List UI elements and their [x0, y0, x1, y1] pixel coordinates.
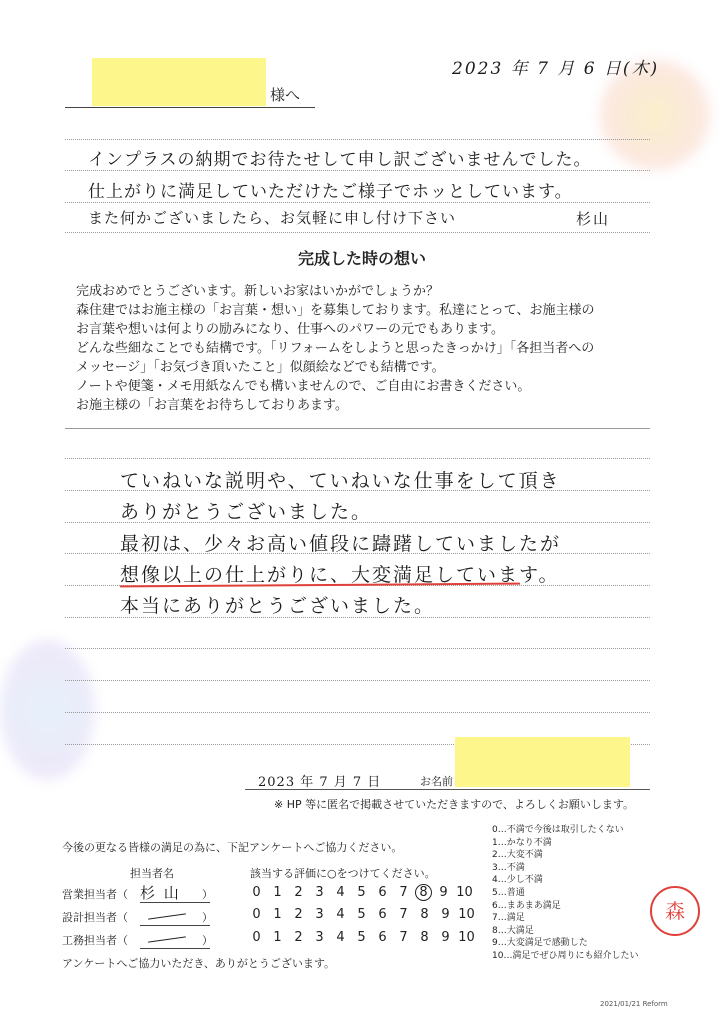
rating-option[interactable]: 10	[458, 930, 475, 945]
recipient-suffix: 様へ	[270, 86, 301, 104]
handwritten-date: 2023 年 7 月 6 日(木)	[452, 59, 660, 79]
rating-option-selected[interactable]: 8	[415, 884, 432, 901]
anonymity-note: ※ HP 等に匿名で掲載させていただきますので、よろしくお願いします。	[274, 798, 635, 811]
rating-option[interactable]: 4	[336, 885, 345, 900]
survey-row-design	[62, 907, 482, 927]
rating-option[interactable]: 0	[252, 907, 261, 922]
rating-option[interactable]: 1	[273, 885, 282, 900]
survey-thanks: アンケートへご協力いただき、ありがとうございます。	[62, 957, 336, 970]
message-line-4: 想像以上の仕上がりに、大変満足しています。	[120, 564, 560, 586]
role-label: 工務担当者（	[62, 934, 128, 947]
rating-option[interactable]: 8	[420, 907, 429, 922]
rating-legend	[492, 824, 638, 963]
intro-line-2: 仕上がりに満足していただけたご様子でホッとしています。	[88, 182, 573, 202]
recipient-name-redacted	[92, 58, 266, 106]
message-line-1: ていねいな説明や、ていねいな仕事をして頂き	[120, 470, 561, 492]
rating-option[interactable]: 8	[420, 930, 429, 945]
rating-option[interactable]: 5	[357, 885, 366, 900]
message-line-2: ありがとうございました。	[120, 501, 373, 523]
form-version: 2021/01/21 Reform	[600, 1000, 668, 1008]
legend-item: 5…普通	[492, 887, 525, 898]
rating-option[interactable]: 2	[294, 930, 303, 945]
rating-option[interactable]: 6	[378, 930, 387, 945]
legend-item: 0…不満で今後は取引したくない	[492, 825, 624, 835]
survey-intro: 今後の更なる皆様の満足の為に、下記アンケートへご協力ください。	[62, 841, 403, 854]
rating-option[interactable]: 7	[399, 885, 408, 900]
rating-header: 該当する評価に○をつけてください。	[250, 867, 436, 880]
rating-option[interactable]: 9	[441, 907, 450, 922]
role-close: ）	[202, 888, 213, 901]
legend-item: 3…不満	[492, 862, 525, 873]
rating-option[interactable]: 6	[378, 885, 387, 900]
section-title: 完成した時の想い	[297, 249, 426, 268]
intro-line-3: また何かございましたら、お気軽に申し付け下さい	[88, 209, 457, 227]
rating-option[interactable]: 5	[357, 907, 366, 922]
floral-decoration-left	[0, 640, 95, 780]
instruction-line: メッセージ」「お気づき頂いたこと」似顔絵などでも結構です。	[76, 360, 445, 375]
rating-option[interactable]: 4	[336, 930, 345, 945]
rating-option[interactable]: 6	[378, 907, 387, 922]
instruction-line: 森住建ではお施主様の「お言葉・想い」を募集しております。私達にとって、お施主様の	[76, 303, 595, 318]
rating-option[interactable]: 7	[399, 907, 408, 922]
rating-option[interactable]: 4	[336, 907, 345, 922]
rating-option[interactable]: 9	[441, 930, 450, 945]
rating-option[interactable]: 2	[294, 907, 303, 922]
survey-row-sales	[62, 884, 482, 904]
legend-item: 1…かなり不満	[492, 837, 552, 848]
staff-header: 担当者名	[130, 867, 174, 880]
customer-name-redacted	[455, 737, 630, 787]
role-close: ）	[202, 911, 213, 924]
rating-option[interactable]: 9	[439, 885, 448, 900]
approval-stamp	[650, 886, 700, 936]
role-label: 設計担当者（	[62, 911, 128, 924]
rating-option[interactable]: 10	[456, 885, 473, 900]
legend-item: 10…満足でぜひ周りにも紹介したい	[492, 950, 639, 961]
rating-option[interactable]: 3	[315, 907, 324, 922]
rating-option[interactable]: 3	[315, 930, 324, 945]
signature-date: 2023 年 7 月 7 日	[258, 775, 382, 790]
legend-item: 6…まあまあ満足	[492, 900, 561, 911]
rating-option[interactable]: 5	[357, 930, 366, 945]
rating-option[interactable]: 7	[399, 930, 408, 945]
rating-option[interactable]: 1	[273, 930, 282, 945]
message-line-5: 本当にありがとうございました。	[120, 595, 436, 617]
rating-scale	[246, 930, 477, 945]
staff-name: 杉 山	[140, 884, 181, 902]
role-close: ）	[202, 934, 213, 947]
rating-option[interactable]: 2	[294, 885, 303, 900]
stamp-text: 森	[665, 899, 685, 923]
intro-signature: 杉山	[576, 210, 611, 228]
rating-scale	[246, 884, 475, 901]
instruction-line: どんな些細なことでも結構です。「リフォームをしようと思ったきっかけ」「各担当者への	[76, 341, 595, 356]
legend-item: 9…大変満足で感動した	[492, 938, 588, 949]
rating-scale	[246, 907, 477, 922]
message-line-3: 最初は、少々お高い値段に躊躇していましたが	[120, 533, 562, 555]
rating-option[interactable]: 3	[315, 885, 324, 900]
instructions-block	[76, 282, 594, 415]
instruction-line: お言葉や想いは何よりの励みになり、仕事へのパワーの元でもあります。	[76, 322, 504, 337]
instruction-line: 完成おめでとうございます。新しいお家はいかがでしょうか？	[76, 284, 439, 299]
intro-line-1: インプラスの納期でお待たせして申し訳ございませんでした。	[88, 150, 592, 170]
rating-option[interactable]: 1	[273, 907, 282, 922]
legend-item: 4…少し不満	[492, 875, 543, 886]
legend-item: 2…大変不満	[492, 850, 543, 861]
instruction-line: ノートや便箋・メモ用紙なんでも構いませんので、ご自由にお書きください。	[76, 379, 531, 394]
role-label: 営業担当者（	[62, 888, 128, 901]
legend-item: 8…大満足	[492, 925, 534, 936]
name-label: お名前	[420, 775, 453, 788]
legend-item: 7…満足	[492, 913, 525, 924]
rating-option[interactable]: 0	[252, 930, 261, 945]
rating-option[interactable]: 10	[458, 907, 475, 922]
instruction-line: お施主様の「お言葉をお待ちしておりあます。	[76, 398, 348, 413]
survey-row-construction	[62, 930, 482, 950]
rating-option[interactable]: 0	[252, 885, 261, 900]
